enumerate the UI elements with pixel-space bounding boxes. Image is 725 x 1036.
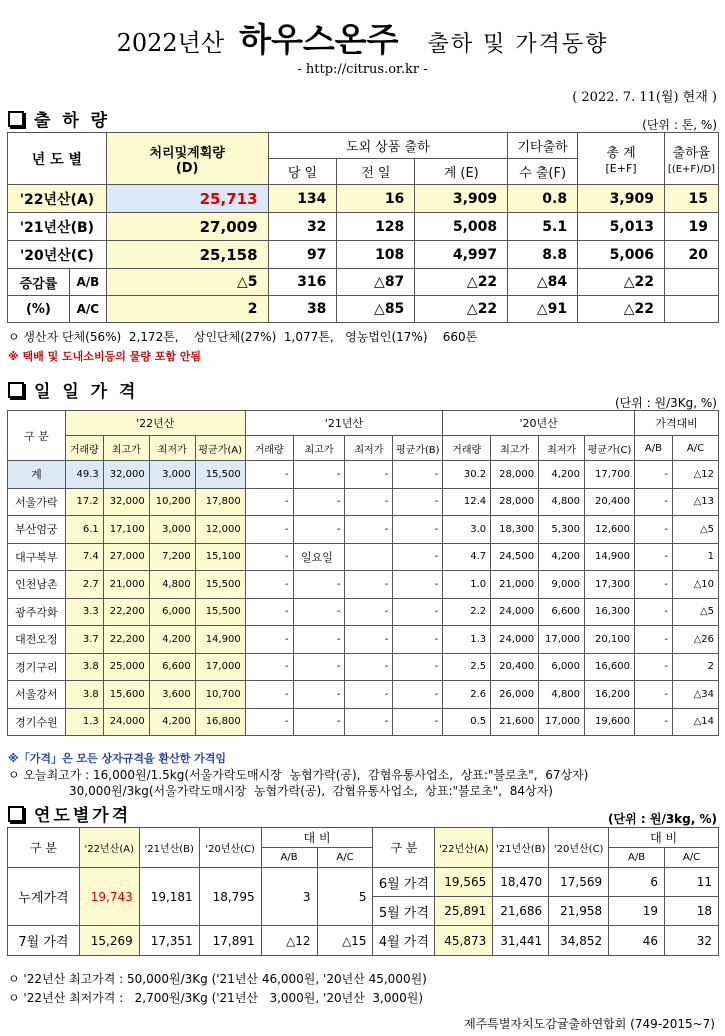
yearly-note-min: ㅇ '22년산 최저가격 : 2,700원/3Kg ('21년산 3,000원, '20년산 3,000원) xyxy=(8,991,424,1005)
table-row: 서울가락 17.2 32,000 10,200 17,800 - - - - 12.4 28,000 4,800 20,400 - △13 xyxy=(8,488,719,516)
yearly-price-table: 구 분 '22년산(A) '21년산(B) '20년산(C) 대 비 구 분 '22년산(A) '21년산(B) '20년산(C) 대 비 A/B A/C A/B A/C 누계가격 19,743 19,181 18,795 3 5 6월 가격 19,565 18,470 17,569 6 11 5월 가격 25,891 21,686 21,958 19 18 7월 가격 15,269 17,351 17,891 △12 △15 4월 가격 45,873 31,441 34,852 46 32 xyxy=(7,827,719,956)
table-row: 누계가격 19,743 19,181 18,795 3 5 6월 가격 19,565 18,470 17,569 6 11 xyxy=(8,868,719,897)
header-compare: 가격대비 xyxy=(635,411,719,436)
yearly-note-max: ㅇ '22년산 최고가격 : 50,000원/3Kg ('21년산 46,000원, '20년산 45,000원) xyxy=(8,972,427,986)
daily-unit: (단위 : 원/3Kg, %) xyxy=(614,396,717,410)
daily-section-title: 일 일 가 격 xyxy=(8,377,138,402)
table-row: '22년산(A) 25,713 134 16 3,909 0.8 3,909 15 xyxy=(8,185,719,213)
header-other: 기타출하 xyxy=(508,133,578,159)
shipment-table xyxy=(7,132,719,323)
table-row: (%) A/C 2 38 △85 △22 △91 △22 xyxy=(8,296,719,323)
table-row: 광주각화 3.3 22,200 6,000 15,500 - - - - 2.2 24,000 6,600 16,300 - △5 xyxy=(8,598,719,626)
document-title xyxy=(0,14,725,61)
table-row: 대구북부 7.4 27,000 7,200 15,100 - 일요일 - 4.7 24,500 4,200 14,900 - 1 xyxy=(8,543,719,571)
shipment-section-title: 출 하 량 xyxy=(8,106,110,131)
daily-note-max: ㅇ 오늘최고가 : 16,000원/1.5kg(서울가락도매시장 농협가락(공), 감협유통사업소, 상표:"불로초", 67상자) xyxy=(8,768,589,782)
header-domestic: 도외 상품 출하 xyxy=(268,133,508,159)
yearly-section-title: 연도별가격 xyxy=(8,801,131,826)
header-gubun: 구 분 xyxy=(8,411,66,461)
report-date: ( 2022. 7. 11(월) 현재 ) xyxy=(572,90,717,105)
table-row: 서울강서 3.8 15,600 3,600 10,700 - - - - 2.6 26,000 4,800 16,200 - △34 xyxy=(8,681,719,709)
header-export: 수 출(F) xyxy=(508,159,578,185)
header-20: '20년산 xyxy=(443,411,635,436)
shipment-note: ㅇ 생산자 단체(56%) 2,172톤, 상인단체(27%) 1,077톤, 영농법인(17%) 660톤 xyxy=(8,330,478,344)
table-row: 7월 가격 15,269 17,351 17,891 △12 △15 4월 가격 45,873 31,441 34,852 46 32 xyxy=(8,926,719,956)
table-row: 대전오정 3.7 22,200 4,200 14,900 - - - - 1.3 24,000 17,000 20,100 - △26 xyxy=(8,626,719,654)
header-22: '22년산 xyxy=(65,411,245,436)
checkbox-icon xyxy=(8,806,24,822)
title-suffix: 출하 및 가격동향 xyxy=(427,32,609,57)
daily-price-table: 구 분 '22년산 '21년산 '20년산 가격대비 거래량 최고가 최저가 평균가(A) 거래량 최고가 최저가 평균가(B) 거래량 최고가 최저가 평균가(C) A/B A/C 계 49.3 32,000 3,000 15,500 - - - - 30.2 28,000 4,200 17,700 - △12 서울가락 17.2 32,000 10,200 17,800 - - - - 12.4 28,000 4,800 20,400 - △13 부산엄궁 6.1 17,100 3,000 12,000 - - - - 3.0 18,300 5,300 12,600 - △5 대구북부 7.4 27,000 7,200 15,100 - 일요일 - 4.7 24,500 4,200 14,900 - 1 인천남촌 2.7 21,000 4,800 15,500 - - - - 1.0 21,000 9,000 17,300 - △10 광주각화 3.3 22,200 6,000 15,500 - - - - 2.2 24,000 6,600 16,300 - △5 대전오정 3.7 22,200 4,200 14,900 - - - - 1.3 24,000 17,000 20,100 - △26 경기구리 3.8 25,000 6,600 17,000 - - - - 2.5 20,400 6,000 16,600 - 2 서울강서 3.8 15,600 3,600 10,700 - - - - 2.6 26,000 4,800 16,200 - △34 경기수원 1.3 24,000 4,200 16,800 - - - - 0.5 21,600 17,000 19,600 - △14 xyxy=(7,410,719,736)
header-grand: 총 계 [E+F] xyxy=(578,133,665,185)
shipment-warning: ※ 택배 및 도내소비등의 물량 포함 안됨 xyxy=(8,350,202,363)
table-row: 5월 가격 25,891 21,686 21,958 19 18 xyxy=(8,897,719,926)
table-row: 계 49.3 32,000 3,000 15,500 - - - - 30.2 28,000 4,200 17,700 - △12 xyxy=(8,461,719,489)
table-row: 경기구리 3.8 25,000 6,600 17,000 - - - - 2.5 20,400 6,000 16,600 - 2 xyxy=(8,653,719,681)
header-total: 계 (E) xyxy=(415,159,508,185)
table-row: '20년산(C) 25,158 97 108 4,997 8.8 5,006 20 xyxy=(8,241,719,269)
header-21: '21년산 xyxy=(245,411,443,436)
table-row: '21년산(B) 27,009 32 128 5,008 5.1 5,013 19 xyxy=(8,213,719,241)
yearly-unit: (단위 : 원/3kg, %) xyxy=(608,812,717,826)
checkbox-icon xyxy=(8,382,24,398)
table-row: 경기수원 1.3 24,000 4,200 16,800 - - - - 0.5 21,600 17,000 19,600 - △14 xyxy=(8,708,719,736)
title-year: 2022년산 xyxy=(116,29,225,57)
checkbox-icon xyxy=(8,111,24,127)
daily-note-price: ※「가격」은 모든 상자규격을 환산한 가격임 xyxy=(8,752,227,765)
shipment-unit: (단위 : 톤, %) xyxy=(642,118,717,132)
table-row: 증감률 A/B △5 316 △87 △22 △84 △22 xyxy=(8,269,719,296)
header-plan: 처리및계획량 (D) xyxy=(106,133,268,185)
header-ratio: 출하율 [(E+F)/D] xyxy=(664,133,718,185)
header-prevday: 전 일 xyxy=(337,159,415,185)
site-url[interactable]: - http://citrus.or.kr - xyxy=(297,62,428,77)
header-today: 당 일 xyxy=(268,159,337,185)
header-year: 년 도 별 xyxy=(8,133,107,185)
footer-contact: 제주특별자치도감귤출하연합회 (749-2015~7) xyxy=(464,1017,715,1031)
table-row: 인천남촌 2.7 21,000 4,800 15,500 - - - - 1.0 21,000 9,000 17,300 - △10 xyxy=(8,571,719,599)
daily-note-max2: 30,000원/3kg(서울가락도매시장 농협가락(공), 감협유통사업소, 상표:"불로초", 84상자) xyxy=(8,784,553,798)
table-row: 부산엄궁 6.1 17,100 3,000 12,000 - - - - 3.0 18,300 5,300 12,600 - △5 xyxy=(8,516,719,544)
title-brand: 하우스온주 xyxy=(239,20,399,59)
